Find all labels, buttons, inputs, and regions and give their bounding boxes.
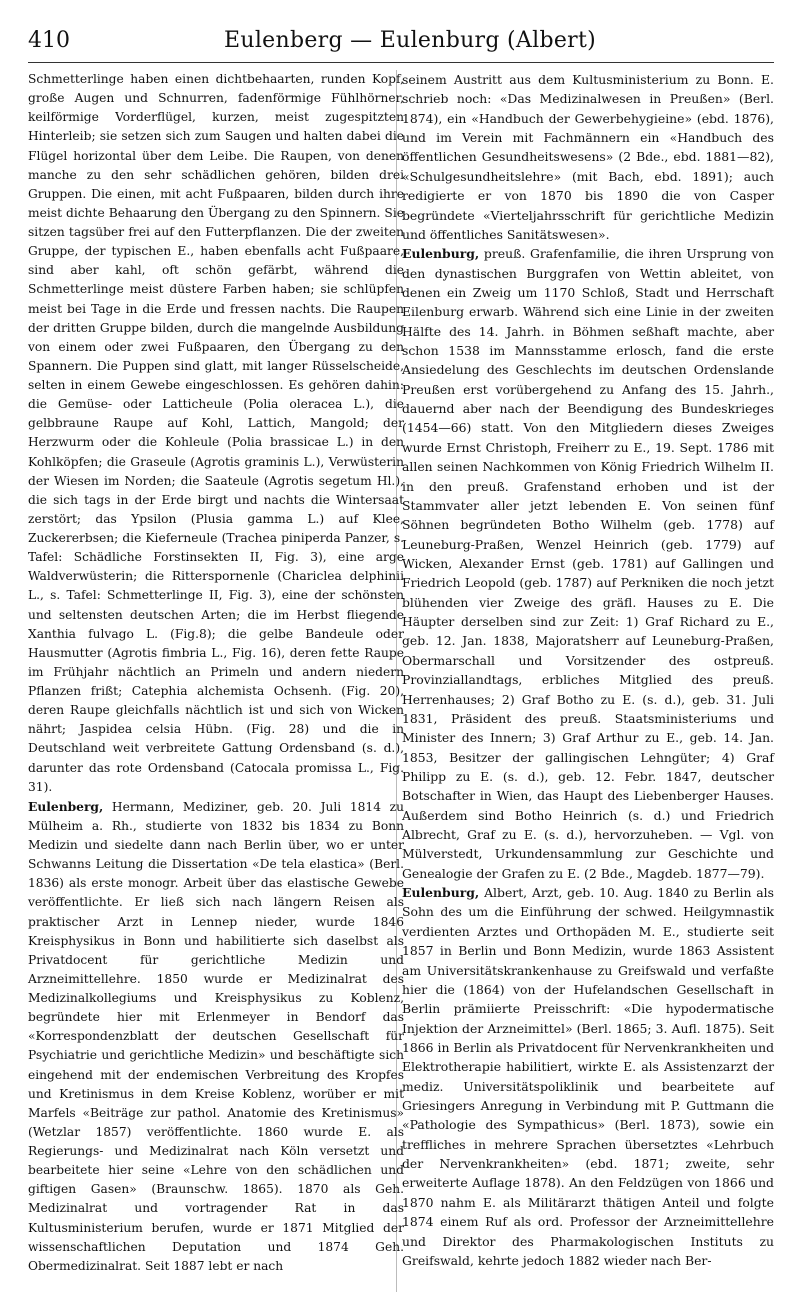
lemma-eulenburg-albert: Eulenburg, [402,885,480,901]
entry-eulenberg-continued: seinem Austritt aus dem Kultusministerium zu Bonn. E. schrieb noch: «Das Medizinalwesen in Preußen» (Berl. 1874), ein «Handbuch der Gewerbehygieine» (ebd. 1876), und im Verein mit Fachmännern ein «Handbuch des öffentlichen Gesundheitswesens» (2 Bde., ebd. 1881—82), «Schulgesundheitslehre» (mit Bach, ebd. 1891); auch redigierte er von 1870 bis 1890 die von Casper begründete «Vierteljahrsschrift für gerichtliche Medizin und öffentliches Sanitätswesen». [402,72,774,242]
entry-eulenberg [28,797,404,1276]
lemma-eulenberg: Eulenberg, [28,798,104,814]
right-column [402,70,774,1270]
page-number: 410 [28,28,70,53]
entry-eulenburg-albert [402,883,774,1270]
entry-eulenburg-albert-text: Albert, Arzt, geb. 10. Aug. 1840 zu Berlin als Sohn des um die Einführung der schwed. Heilgymnastik verdienten Arztes und Orthopäden M. E., studierte seit 1857 in Berlin und Bonn Medizin, wurde 1863 Assistent am Universitätskrankenhause zu Greifswald und verfaßte hier die (1864) von der Hufelandschen Gesellschaft in Berlin prämiierte Preisschrift: «Die hypodermatische Injektion der Arzneimittel» (Berl. 1865; 3. Aufl. 1875). Seit 1866 in Berlin als Privatdocent für Nervenkrankheiten und Elektrotherapie habilitiert, wirkte E. als Assistenzarzt der mediz. Universitätspoliklinik und bearbeitete auf Griesingers Anregung in Verbindung mit P. Guttmann die «Pathologie des Sympathicus» (Berl. 1873), sowie ein treffliches in mehrere Sprachen übersetztes «Lehrbuch der Nervenkrankheiten» (ebd. 1871; zweite, sehr erweiterte Auflage 1878). An den Feldzügen von 1866 und 1870 nahm E. als Militärarzt thätigen Anteil und folgte 1874 einem Ruf als ord. Professor der Arzneimittellehre und Direktor des Pharmakologischen Instituts zu Greifswald, kehrte jedoch 1882 wieder nach Ber- [402,885,774,1268]
left-column [28,70,404,1276]
lemma-eulenburg-family: Eulenburg, [402,246,480,262]
running-head: Eulenberg — Eulenburg (Albert) [224,28,596,53]
entry-eulenberg-text: Hermann, Mediziner, geb. 20. Juli 1814 zu Mülheim a. Rh., studierte von 1832 bis 1834 zu Bonn Medizin und siedelte dann nach Berlin über, wo er unter Schwanns Leitung die Dissertation «De tela elastica» (Berl. 1836) als erste monogr. Arbeit über das elastische Gewebe veröffentlichte. Er ließ sich nach längern Reisen als praktischer Arzt in Lennep nieder, wurde 1846 Kreisphysikus in Bonn und habilitierte sich daselbst als Privatdocent für gerichtliche Medizin und Arzneimittellehre. 1850 wurde er Medizinalrat des Medizinalkollegiums und Kreisphysikus zu Koblenz, begründete hier mit Erlenmeyer in Bendorf das «Korrespondenzblatt der deutschen Gesellschaft für Psychiatrie und gerichtliche Medizin» und beschäftigte sich eingehend mit der endemischen Verbreitung des Kropfes und Kretinismus in dem Kreise Koblenz, worüber er mit Marfels «Beiträge zur pathol. Anatomie des Kretinismus» (Wetzlar 1857) veröffentlichte. 1860 wurde E. als Regierungs- und Medizinalrat nach Köln versetzt und bearbeitete hier seine «Lehre von den schädlichen und giftigen Gasen» (Braunschw. 1865). 1870 als Geh. Medizinalrat und vortragender Rat in das Kultusministerium berufen, wurde er 1871 Mitglied der wissenschaftlichen Deputation und 1874 Geh. Obermedizinalrat. Seit 1887 lebt er nach [28,799,404,1273]
header-rule [28,62,774,63]
entry-eule-continued: Schmetterlinge haben einen dichtbehaarten, runden Kopf, große Augen und Schnurren, fadenförmige Fühlhörner, keilförmige Vorderflügel, kurzen, meist zugespitzten Hinterleib; sie setzen sich zum Saugen und halten dabei die Flügel horizontal über dem Leibe. Die Raupen, von denen manche zu den sehr schädlichen gehören, bilden drei Gruppen. Die einen, mit acht Fußpaaren, bilden durch ihre meist dichte Behaarung den Übergang zu den Spinnern. Sie sitzen tagsüber frei auf den Futterpflanzen. Die der zweiten Gruppe, der typischen E., haben ebenfalls acht Fußpaare, sind aber kahl, oft schön gefärbt, während die Schmetterlinge meist düstere Farben haben; sie schlüpfen meist bei Tage in die Erde und fressen nachts. Die Raupen der dritten Gruppe bilden, durch die mangelnde Ausbildung von einem oder zwei Fußpaaren, den Übergang zu den Spannern. Die Puppen sind glatt, mit langer Rüsselscheide, selten in einem Gewebe eingeschlossen. Es gehören dahin: die Gemüse- oder Latticheule (Polia oleracea L.), die gelbbraune Raupe auf Kohl, Lattich, Mangold; der Herzwurm oder die Kohleule (Polia brassicae L.) in den Kohlköpfen; die Graseule (Agrotis graminis L.), Verwüsterin der Wiesen im Norden; die Saateule (Agrotis segetum Hl.), die sich tags in der Erde birgt und nachts die Wintersaat zerstört; das Ypsilon (Plusia gamma L.) auf Klee, Zuckererbsen; die Kieferneule (Trachea piniperda Panzer, s. Tafel: Schädliche Forstinsekten II, Fig. 3), eine arge Waldverwüsterin; die Ritterspornenle (Chariclea delphinii L., s. Tafel: Schmetterlinge II, Fig. 3), eine der schönsten und seltensten deutschen Arten; die im Herbst fliegende Xanthia fulvago L. (Fig.8); die gelbe Bandeule oder Hausmutter (Agrotis fimbria L., Fig. 16), deren fette Raupe im Frühjahr nächtlich an Primeln und andern niedern Pflanzen frißt; Catephia alchemista Ochsenh. (Fig. 20), deren Raupe gleichfalls nächtlich ist und sich von Wicken nährt; Jaspidea celsia Hübn. (Fig. 28) und die in Deutschland weit verbreitete Gattung Ordensband (s. d.), darunter das rote Ordensband (Catocala promissa L., Fig. 31). [28,72,404,794]
entry-eulenburg-family-text: preuß. Grafenfamilie, die ihren Ursprung von den dynastischen Burggrafen von Wettin ableitet, von denen ein Zweig um 1170 Schloß, Stadt und Herrschaft Eilenburg erwarb. Während sich eine Linie in der zweiten Hälfte des 14. Jahrh. in Böhmen seßhaft machte, aber schon 1538 im Mannsstamme erlosch, fand die erste Ansiedelung des Geschlechts im deutschen Ordenslande Preußen erst vorübergehend zu Anfang des 15. Jahrh., dauernd aber nach der Beendigung des Bundeskrieges (1454—66) statt. Von den Mitgliedern dieses Zweiges wurde Ernst Christoph, Freiherr zu E., 19. Sept. 1786 mit allen seinen Nachkommen von König Friedrich Wilhelm II. in den preuß. Grafenstand erhoben und ist der Stammvater aller jetzt lebenden E. Von seinen fünf Söhnen begründeten Botho Wilhelm (geb. 1778) auf Leuneburg-Praßen, Wenzel Heinrich (geb. 1779) auf Wicken, Alexander Ernst (geb. 1781) auf Gallingen und Friedrich Leopold (geb. 1787) auf Perkniken die noch jetzt blühenden vier Zweige des gräfl. Hauses zu E. Die Häupter derselben sind zur Zeit: 1) Graf Richard zu E., geb. 12. Jan. 1838, Majoratsherr auf Leuneburg-Praßen, Obermarschall und Vorsitzender des ostpreuß. Provinziallandtags, erbliches Mitglied des preuß. Herrenhauses; 2) Graf Botho zu E. (s. d.), geb. 31. Juli 1831, Präsident des preuß. Staatsministeriums und Minister des Innern; 3) Graf Arthur zu E., geb. 14. Jan. 1853, Besitzer der gallingischen Lehngüter; 4) Graf Philipp zu E. (s. d.), geb. 12. Febr. 1847, deutscher Botschafter in Wien, das Haupt des Liebenberger Hauses. Außerdem sind Botho Heinrich (s. d.) und Friedrich Albrecht, Graf zu E. (s. d.), hervorzuheben. — Vgl. von Mülverstedt, Urkundensammlung zur Geschichte und Genealogie der Grafen zu E. (2 Bde., Magdeb. 1877—79). [402,246,774,881]
entry-eulenburg-family [402,244,774,883]
